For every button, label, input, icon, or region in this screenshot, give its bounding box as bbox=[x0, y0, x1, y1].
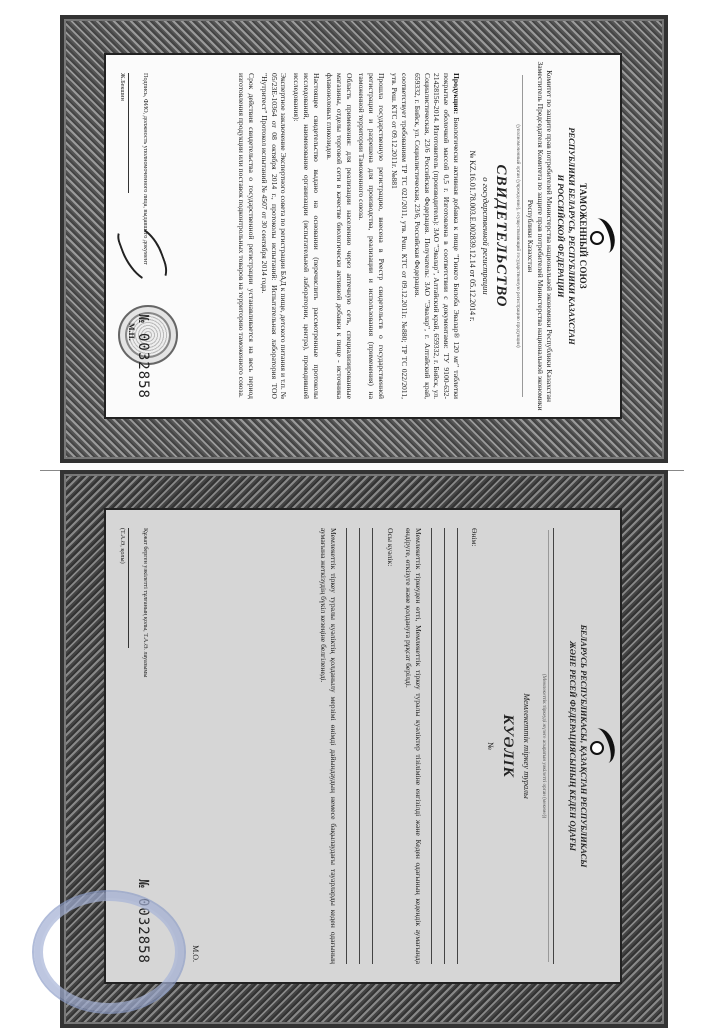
product-field-3 bbox=[431, 528, 440, 964]
kz-signature-caption: Құжат берген уәкілетті тұлғаның қолы, Т.А.Ә. лауазымы bbox=[142, 528, 150, 678]
certificate-title: СВИДЕТЕЛЬСТВО bbox=[493, 164, 510, 308]
issuer-field bbox=[553, 528, 562, 964]
usage-text: Область применения: для реализации населению через аптечную сеть, специализированные магазины, отделы торговой сети в качестве биологически активной добавки к пище - источника флавоноловых гликозидов. bbox=[324, 73, 354, 399]
kz-serial-value: 0032858 bbox=[135, 897, 152, 964]
issuer-note: (уполномоченный орган (учреждение), осуществляющий государственную регистрацию продукции) bbox=[514, 75, 523, 397]
serial-number bbox=[134, 314, 152, 399]
registration-number: KZ.16.01.78.003.E.002839.12.14 bbox=[467, 160, 477, 268]
usage-field-3 bbox=[346, 528, 355, 964]
certificate-russian bbox=[60, 15, 668, 463]
usage-field-1 bbox=[372, 528, 381, 964]
kz-mo-label: М.О. bbox=[191, 945, 201, 962]
issuer-line-2: Заместитель Председателя Комитета по защите прав потребителей Министерства национальной экономики Республики Казахстан bbox=[525, 61, 545, 411]
signature-line bbox=[128, 73, 139, 193]
registry-text: Прошла государственную регистрацию, внесена в Реестр свидетельств о государственной регистрации и разрешена для производства, реализации и использования (применения) на таможенной территории Таможенного союза. bbox=[357, 73, 387, 399]
kz-serial-prefix: № bbox=[135, 879, 152, 889]
mp-label: М.П. bbox=[127, 323, 137, 341]
customs-union-emblem-icon bbox=[588, 724, 618, 768]
basis-text: Настоящее свидетельство выдано на основании (перечислить рассмотренные протоколы исследований, наименование организации (испытательной лаборатории, центра), проводившей исследования): bbox=[292, 73, 322, 399]
kz-signature-line bbox=[128, 528, 139, 648]
kz-validity-text: Мемлекеттік тіркеу туралы куәліктің қолданылу мерзімі өнімді дайындаудың немесе бақылаудағы тауарларды кеден одағының аумағына жеткізудің бүкіл кезеңіне белгіленеді. bbox=[319, 528, 339, 964]
date-prefix: от bbox=[467, 269, 477, 278]
signature-area bbox=[118, 73, 188, 399]
kz-header-line-1: БЕЛАРУСЬ РЕСПУБЛИКАСЫ, ҚАЗАҚСТАН РЕСПУБЛИКАСЫ bbox=[579, 624, 588, 868]
union-title: ТАМОЖЕННЫЙ СОЮЗ bbox=[578, 183, 588, 289]
kz-product-label: Өнім: bbox=[470, 528, 480, 547]
blue-company-stamp-icon bbox=[32, 890, 186, 1014]
compliance-text: ТР ТС 021/2011, утв. Реш. КТС от 09.12.2011г. №880; ТР ТС 022/2011, утв. Реш. КТС от 09.12.2011г. №881 bbox=[390, 73, 409, 399]
kz-signature-fio: (Т.А.Ә, қолы) bbox=[119, 528, 127, 564]
kz-subtitle: Мемлекеттік тіркеу туралы bbox=[522, 693, 533, 799]
kz-header-line-2: ЖӘНЕ РЕСЕЙ ФЕДЕРАЦИЯСЫНЫҢ КЕДЕН ОДАҒЫ bbox=[568, 641, 578, 851]
kz-body-text: Мемлекеттік тіркеуден өтті, Мемлекеттік тіркеу туралы куәліктер тізіліміне енгізілді және Кеден одағының кедендік аумағында өндіруге, өткізуге және қолдануға рұқсат берілді. bbox=[403, 528, 423, 964]
serial-prefix: № bbox=[135, 314, 152, 324]
expert-text: Экспертное заключение Экспертного совета по регистрации БАД к пище, детского питания и т.п. № 05/23Е-10364 от 08 октября 2014 г., протоколы испытаний: Испытательная лаборатория ТОО "Нутритест" Протокол испытаний № 4507 от 30 сентября 2014 года. bbox=[259, 73, 289, 399]
countries-line-1: РЕСПУБЛИКИ БЕЛАРУСЬ, РЕСПУБЛИКИ КАЗАХСТАН bbox=[567, 127, 577, 345]
compliance-label: соответствует требованиям bbox=[399, 73, 409, 162]
kz-usage-label: Осы куәлік: bbox=[385, 528, 395, 567]
usage-field-2 bbox=[359, 528, 368, 964]
kz-number-prefix: № bbox=[485, 742, 495, 750]
product-paragraph bbox=[412, 73, 461, 399]
kz-signature-block bbox=[118, 528, 149, 748]
validity-text: Срок действия свидетельства о государственной регистрации устанавливается на весь период изготовления продукции или поставок подконтрольных товаров на территорию таможенного союза. bbox=[237, 73, 256, 399]
certificate-subtitle: о государственной регистрации bbox=[480, 177, 491, 295]
issuer-line-1: Комитет по защите прав потребителей Министерства национальной экономики Республики Казахстан bbox=[545, 70, 555, 402]
compliance-paragraph bbox=[389, 73, 409, 399]
number-prefix: № bbox=[467, 150, 477, 159]
signature-caption: Подпись, ФИО, должность уполномоченного лица, выдавшего документ bbox=[142, 73, 150, 265]
signatory-name: Ж.Бекшин bbox=[119, 73, 127, 101]
certificate-kazakh-body bbox=[104, 508, 622, 984]
kz-title: КУӘЛІК bbox=[500, 714, 517, 778]
registration-date: 05.12.2014 г. bbox=[467, 279, 477, 322]
serial-value: 0032858 bbox=[135, 332, 152, 399]
countries-line-2: И РОССИЙСКОЙ ФЕДЕРАЦИИ bbox=[556, 174, 566, 298]
product-field-2 bbox=[444, 528, 453, 964]
kz-issuer-note: (Мемлекеттік тіркеуді жүзеге асыратын уәкілетті орган (мекеме)) bbox=[540, 530, 549, 962]
customs-union-emblem-icon bbox=[588, 214, 618, 258]
kz-number-line bbox=[484, 510, 494, 982]
certificate-russian-body bbox=[104, 53, 622, 419]
product-field-1 bbox=[457, 528, 466, 964]
product-label: Продукция: bbox=[452, 73, 462, 115]
product-text: Биологически активная добавка к пище "Гинкго Билоба Эвалар® 120 мг" таблетки покрытые оболочкой массой 0,5 г. Изготовлена в соответствии с документами: ТУ 9100-632-21428156-2014. Изготовитель (производитель): ЗАО "Эвалар", Алтайский край, 659332, г. Бийск, ул. Социалистическая, 23/6 Российская Федерация. Получатель: ЗАО "Эвалар", г. Алтайский край, 659332, г. Бийск, ул. Социалистическая, 23/6, Российская Федерация. bbox=[412, 73, 462, 399]
registration-number-line bbox=[466, 55, 476, 417]
